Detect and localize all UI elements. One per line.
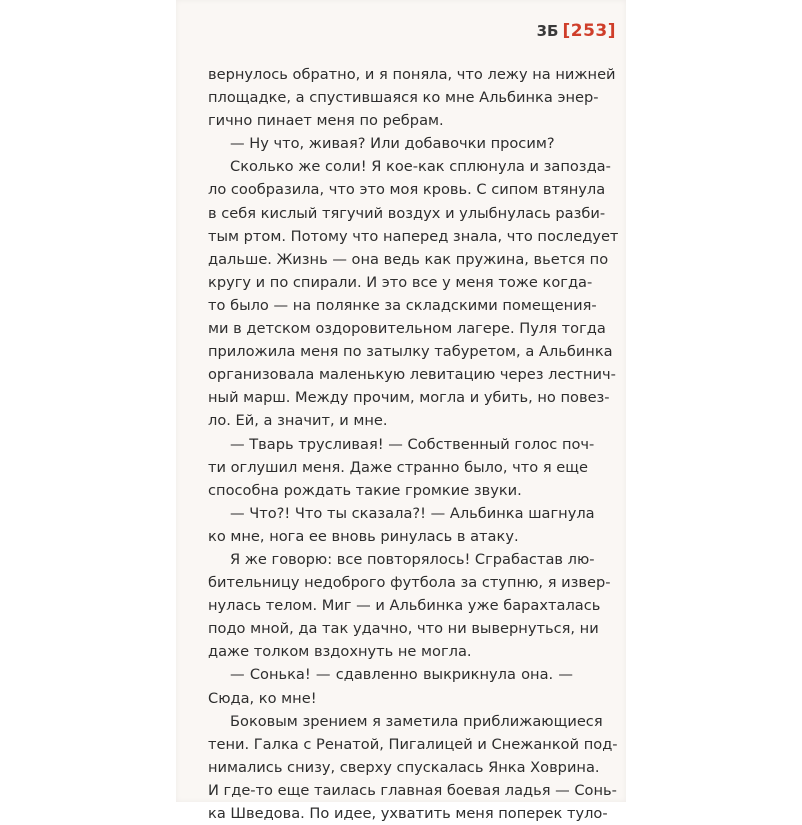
text-line: ка Шведова. По идее, ухватить меня поперек туло- bbox=[208, 805, 608, 822]
text-line: дальше. Жизнь — она ведь как пружина, вьется по bbox=[208, 250, 609, 268]
text-line: ти оглушил меня. Даже странно было, что я еще bbox=[208, 458, 588, 476]
text-line: — Ну что, живая? Или добавочки просим? bbox=[230, 135, 555, 153]
text-line: ко мне, нога ее вновь ринулась в атаку. bbox=[208, 527, 519, 545]
text-line: тым ртом. Потому что наперед знала, что последует bbox=[208, 227, 619, 245]
text-line: приложила меня по затылку табуретом, а Альбинка bbox=[208, 343, 613, 361]
text-line: Я же говорю: все повторялось! Сграбастав лю- bbox=[230, 550, 595, 568]
section-label: 3Б bbox=[536, 22, 559, 40]
text-line: вернулось обратно, и я поняла, что лежу на нижней bbox=[208, 66, 616, 83]
text-line: бительницу недоброго футбола за ступню, я извер- bbox=[208, 574, 611, 592]
text-line: — Тварь трусливая! — Собственный голос поч- bbox=[230, 435, 595, 453]
text-line: ло. Ей, а значит, и мне. bbox=[208, 412, 388, 430]
text-line: — Сонька! — сдавленно выкрикнула она. — bbox=[230, 666, 573, 684]
text-line: И где-то еще таилась главная боевая ладья — Сонь- bbox=[208, 781, 617, 799]
text-line: — Что?! Что ты сказала?! — Альбинка шагнула bbox=[230, 504, 595, 522]
running-header bbox=[537, 20, 616, 42]
text-line: даже толком вздохнуть не могла. bbox=[208, 643, 472, 661]
text-line: организовала маленькую левитацию через лестнич- bbox=[208, 366, 616, 384]
text-line: нимались снизу, сверху спускалась Янка Ховрина. bbox=[208, 758, 600, 776]
page-number: [253] bbox=[562, 21, 616, 41]
text-line: способна рождать такие громкие звуки. bbox=[208, 481, 522, 499]
text-line: подо мной, да так удачно, что ни вывернуться, ни bbox=[208, 620, 599, 638]
text-line: то было — на полянке за складскими помещения- bbox=[208, 296, 597, 314]
text-line: нулась телом. Миг — и Альбинка уже барахталась bbox=[208, 597, 601, 615]
text-line: ло сообразила, что это моя кровь. С сипом втянула bbox=[208, 181, 606, 199]
book-page bbox=[176, 0, 626, 822]
text-line: Сюда, ко мне! bbox=[208, 689, 317, 707]
text-line: ми в детском оздоровительном лагере. Пуля тогда bbox=[208, 320, 606, 338]
text-line: Сколько же соли! Я кое-как сплюнула и запозда- bbox=[230, 158, 611, 176]
text-line: площадке, а спустившаяся ко мне Альбинка энер- bbox=[208, 89, 599, 107]
text-line: Боковым зрением я заметила приближающиеся bbox=[230, 712, 603, 730]
text-line: гично пинает меня по ребрам. bbox=[208, 112, 444, 130]
text-line: тени. Галка с Ренатой, Пигалицей и Снежанкой под- bbox=[208, 735, 618, 753]
text-line: в себя кислый тягучий воздух и улыбнулась разби- bbox=[208, 204, 606, 222]
text-line: ный марш. Между прочим, могла и убить, но повез- bbox=[208, 389, 610, 407]
text-line: кругу и по спирали. И это все у меня тоже когда- bbox=[208, 273, 593, 291]
page-text bbox=[208, 63, 619, 825]
